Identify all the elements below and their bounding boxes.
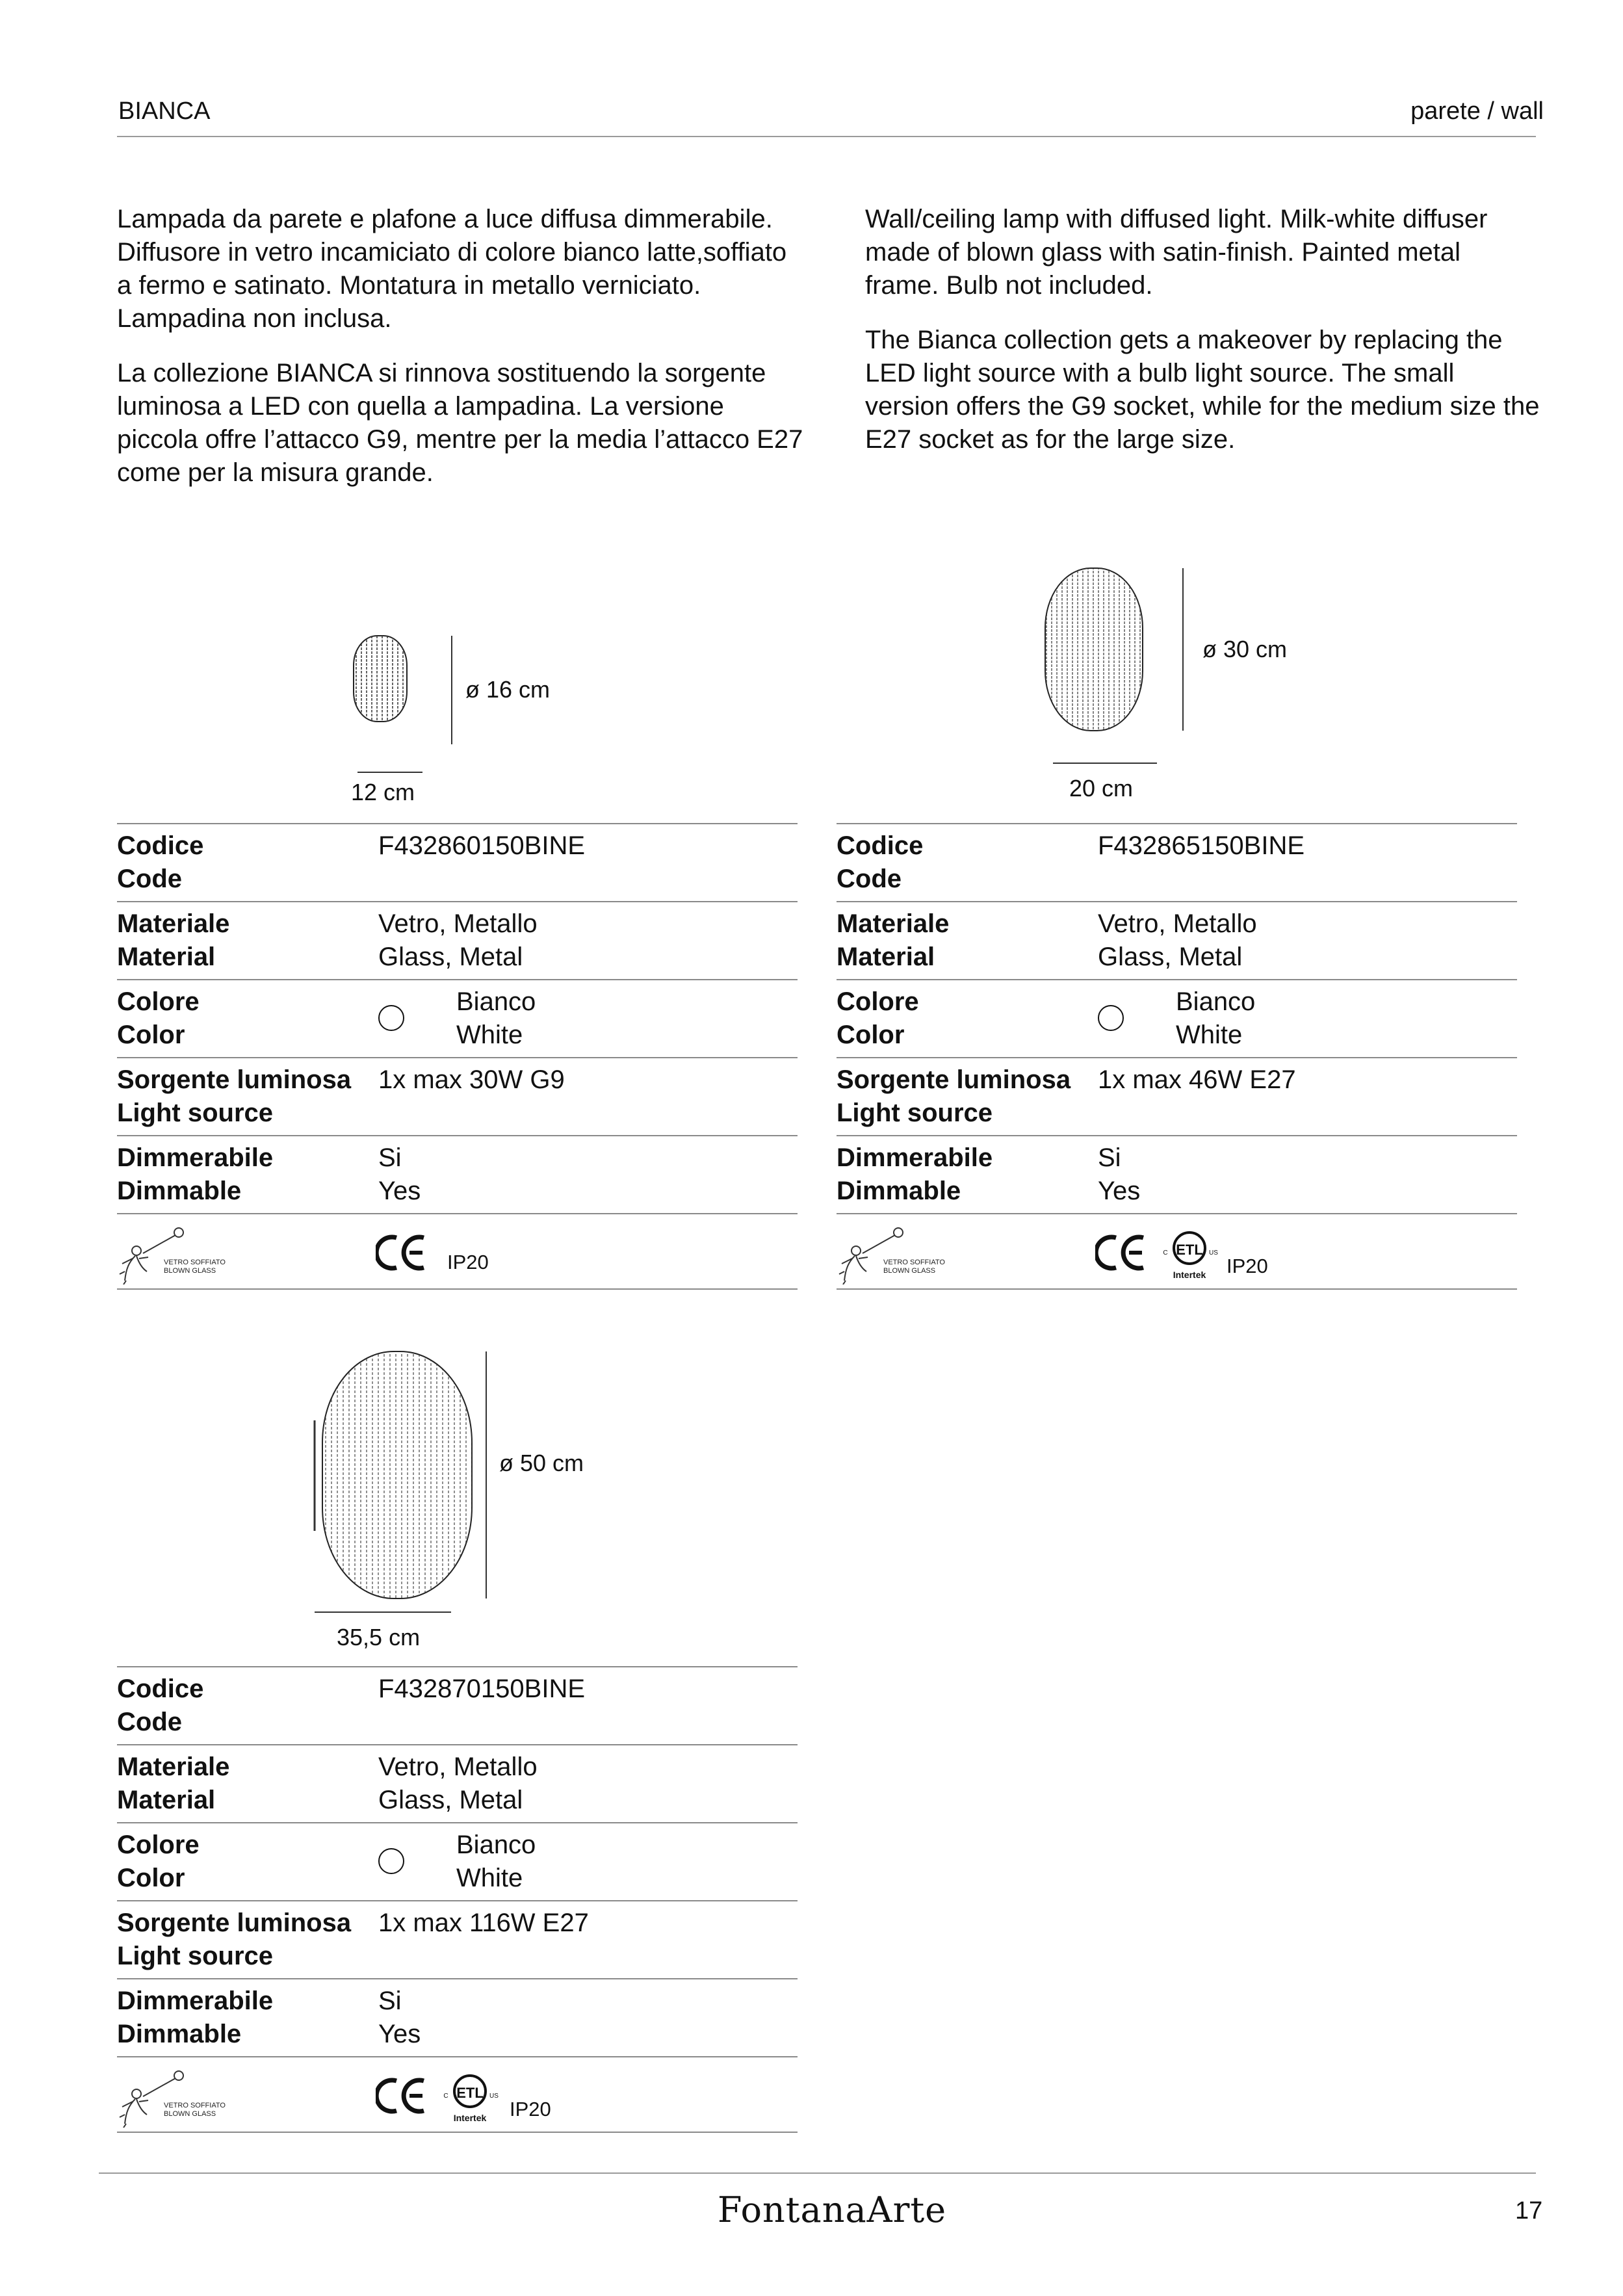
spec-row-dimmable: [117, 1135, 798, 1213]
glassblower-icon: [837, 1226, 915, 1285]
spec-label: Colore Color: [117, 987, 200, 1049]
spec-label: Dimmerabile Dimmable: [117, 1143, 274, 1205]
etl-text: ETL: [1176, 1242, 1203, 1258]
etl-us-text: US: [1209, 1249, 1218, 1257]
spec-label: Materiale Material: [117, 909, 230, 971]
spec-row-color: [837, 979, 1517, 1057]
spec-label: Materiale Material: [837, 909, 950, 971]
spec-value-color: Bianco White: [456, 1831, 536, 1892]
spec-row-material: [117, 1744, 798, 1822]
color-swatch-white: [378, 1005, 404, 1031]
header-category: parete / wall: [1410, 98, 1544, 125]
spec-label: Dimmerabile Dimmable: [837, 1143, 993, 1205]
ip-rating: IP20: [1227, 1255, 1268, 1277]
footer-divider: [99, 2172, 1536, 2174]
spec-row-source: [117, 1057, 798, 1135]
spec-row-material: [837, 901, 1517, 979]
spec-row-material: [117, 901, 798, 979]
spec-row-code: [837, 823, 1517, 901]
spec-label: Sorgente luminosa Light source: [837, 1065, 1071, 1127]
spec-label: Colore Color: [837, 987, 919, 1049]
spec-row-dimmable: [837, 1135, 1517, 1213]
spec-value-source: 1x max 46W E27: [1098, 1065, 1296, 1094]
etl-us-text: US: [489, 2093, 499, 2100]
intro-it-paragraph-1: Lampada da parete e plafone a luce diffusa dimmerabile. Diffusore in vetro incamiciato di colore bianco latte,soffiato a fermo e satinato. Montatura in metallo verniciato. Lampadina non inclusa.: [117, 205, 787, 333]
spec-value-material: Vetro, Metallo Glass, Metal: [1098, 909, 1257, 971]
color-swatch-white: [1098, 1005, 1124, 1031]
glassblower-icon: [117, 1226, 195, 1285]
etl-intertek-icon: [1160, 1226, 1219, 1282]
spec-value-source: 1x max 30W G9: [378, 1065, 565, 1094]
etl-intertek-icon: [441, 2069, 499, 2125]
intro-en-paragraph-1: Wall/ceiling lamp with diffused light. Milk-white diffuser made of blown glass with satin-finish. Painted metal frame. Bulb not included.: [865, 205, 1488, 300]
lamp-large-hatch: [322, 1351, 472, 1598]
lamp-large-depth-label: 35,5 cm: [337, 1624, 421, 1650]
brand-logo: FontanaArte: [718, 2189, 947, 2230]
spec-table-medium: [837, 823, 1517, 1290]
spec-table-large: [117, 1666, 798, 2133]
intertek-text: Intertek: [453, 2113, 487, 2123]
spec-row-certifications: [117, 1213, 798, 1290]
spec-row-source: [837, 1057, 1517, 1135]
ce-mark-icon: [376, 2077, 428, 2115]
spec-row-code: [117, 1666, 798, 1744]
etl-c-text: C: [443, 2093, 448, 2100]
intro-italian: [117, 203, 807, 511]
blown-glass-label: VETRO SOFFIATO BLOWN GLASS: [883, 1259, 945, 1275]
intro-en-paragraph-2: The Bianca collection gets a makeover by replacing the LED light source with a bulb light source. The small version offers the G9 socket, while for the medium size the E27 socket as for the large size.: [865, 326, 1540, 454]
etl-text: ETL: [456, 2085, 484, 2101]
spec-label: Sorgente luminosa Light source: [117, 1065, 352, 1127]
spec-row-code: [117, 823, 798, 901]
ip-rating: IP20: [510, 2098, 551, 2120]
spec-value-dimmable: Si Yes: [1098, 1143, 1141, 1205]
ce-mark-icon: [376, 1234, 428, 1272]
spec-value-dimmable: Si Yes: [378, 1143, 421, 1205]
page-number: 17: [1515, 2197, 1543, 2224]
intro-it-paragraph-2: La collezione BIANCA si rinnova sostituendo la sorgente luminosa a LED con quella a lampadina. La versione piccola offre l’attacco G9, mentre per la media l’attacco E27 come per la misura grande.: [117, 359, 803, 487]
blown-glass-label: VETRO SOFFIATO BLOWN GLASS: [164, 2102, 226, 2118]
spec-label: Codice Code: [117, 1675, 204, 1736]
spec-label: Codice Code: [117, 831, 204, 893]
spec-value-color: Bianco White: [456, 987, 536, 1049]
spec-label: Materiale Material: [117, 1753, 230, 1814]
lamp-medium-hatch: [1045, 568, 1143, 731]
lamp-medium-diameter-label: ø 30 cm: [1202, 636, 1288, 662]
intertek-text: Intertek: [1173, 1270, 1206, 1280]
lamp-medium-depth-label: 20 cm: [1069, 775, 1134, 802]
lamp-medium-drawing: [1033, 559, 1332, 767]
spec-row-color: [117, 1822, 798, 1900]
lamp-large-diameter-label: ø 50 cm: [499, 1450, 584, 1476]
spec-row-dimmable: [117, 1978, 798, 2056]
spec-row-color: [117, 979, 798, 1057]
lamp-small-diameter-label: ø 16 cm: [465, 676, 551, 703]
spec-label: Sorgente luminosa Light source: [117, 1909, 352, 1970]
spec-row-certifications: [837, 1213, 1517, 1290]
spec-row-source: [117, 1900, 798, 1978]
spec-value-dimmable: Si Yes: [378, 1987, 421, 2048]
spec-value-code: F432870150BINE: [378, 1675, 586, 1703]
spec-label: Colore Color: [117, 1831, 200, 1892]
header-divider: [117, 136, 1536, 137]
spec-label: Dimmerabile Dimmable: [117, 1987, 274, 2048]
spec-value-source: 1x max 116W E27: [378, 1909, 589, 1937]
spec-value-code: F432865150BINE: [1098, 831, 1305, 860]
ip-rating: IP20: [447, 1251, 489, 1273]
spec-value-material: Vetro, Metallo Glass, Metal: [378, 1753, 538, 1814]
intro-english: [865, 203, 1541, 478]
spec-value-material: Vetro, Metallo Glass, Metal: [378, 909, 538, 971]
lamp-small-hatch: [354, 636, 407, 722]
header-title: BIANCA: [118, 98, 211, 125]
etl-c-text: C: [1163, 1249, 1168, 1257]
spec-value-code: F432860150BINE: [378, 831, 586, 860]
spec-label: Codice Code: [837, 831, 924, 893]
glassblower-icon: [117, 2069, 195, 2128]
spec-table-small: [117, 823, 798, 1290]
ce-mark-icon: [1095, 1234, 1147, 1272]
blown-glass-label: VETRO SOFFIATO BLOWN GLASS: [164, 1259, 226, 1275]
spec-row-certifications: [117, 2056, 798, 2133]
spec-value-color: Bianco White: [1176, 987, 1256, 1049]
lamp-small-depth-label: 12 cm: [351, 779, 415, 805]
color-swatch-white: [378, 1848, 404, 1874]
